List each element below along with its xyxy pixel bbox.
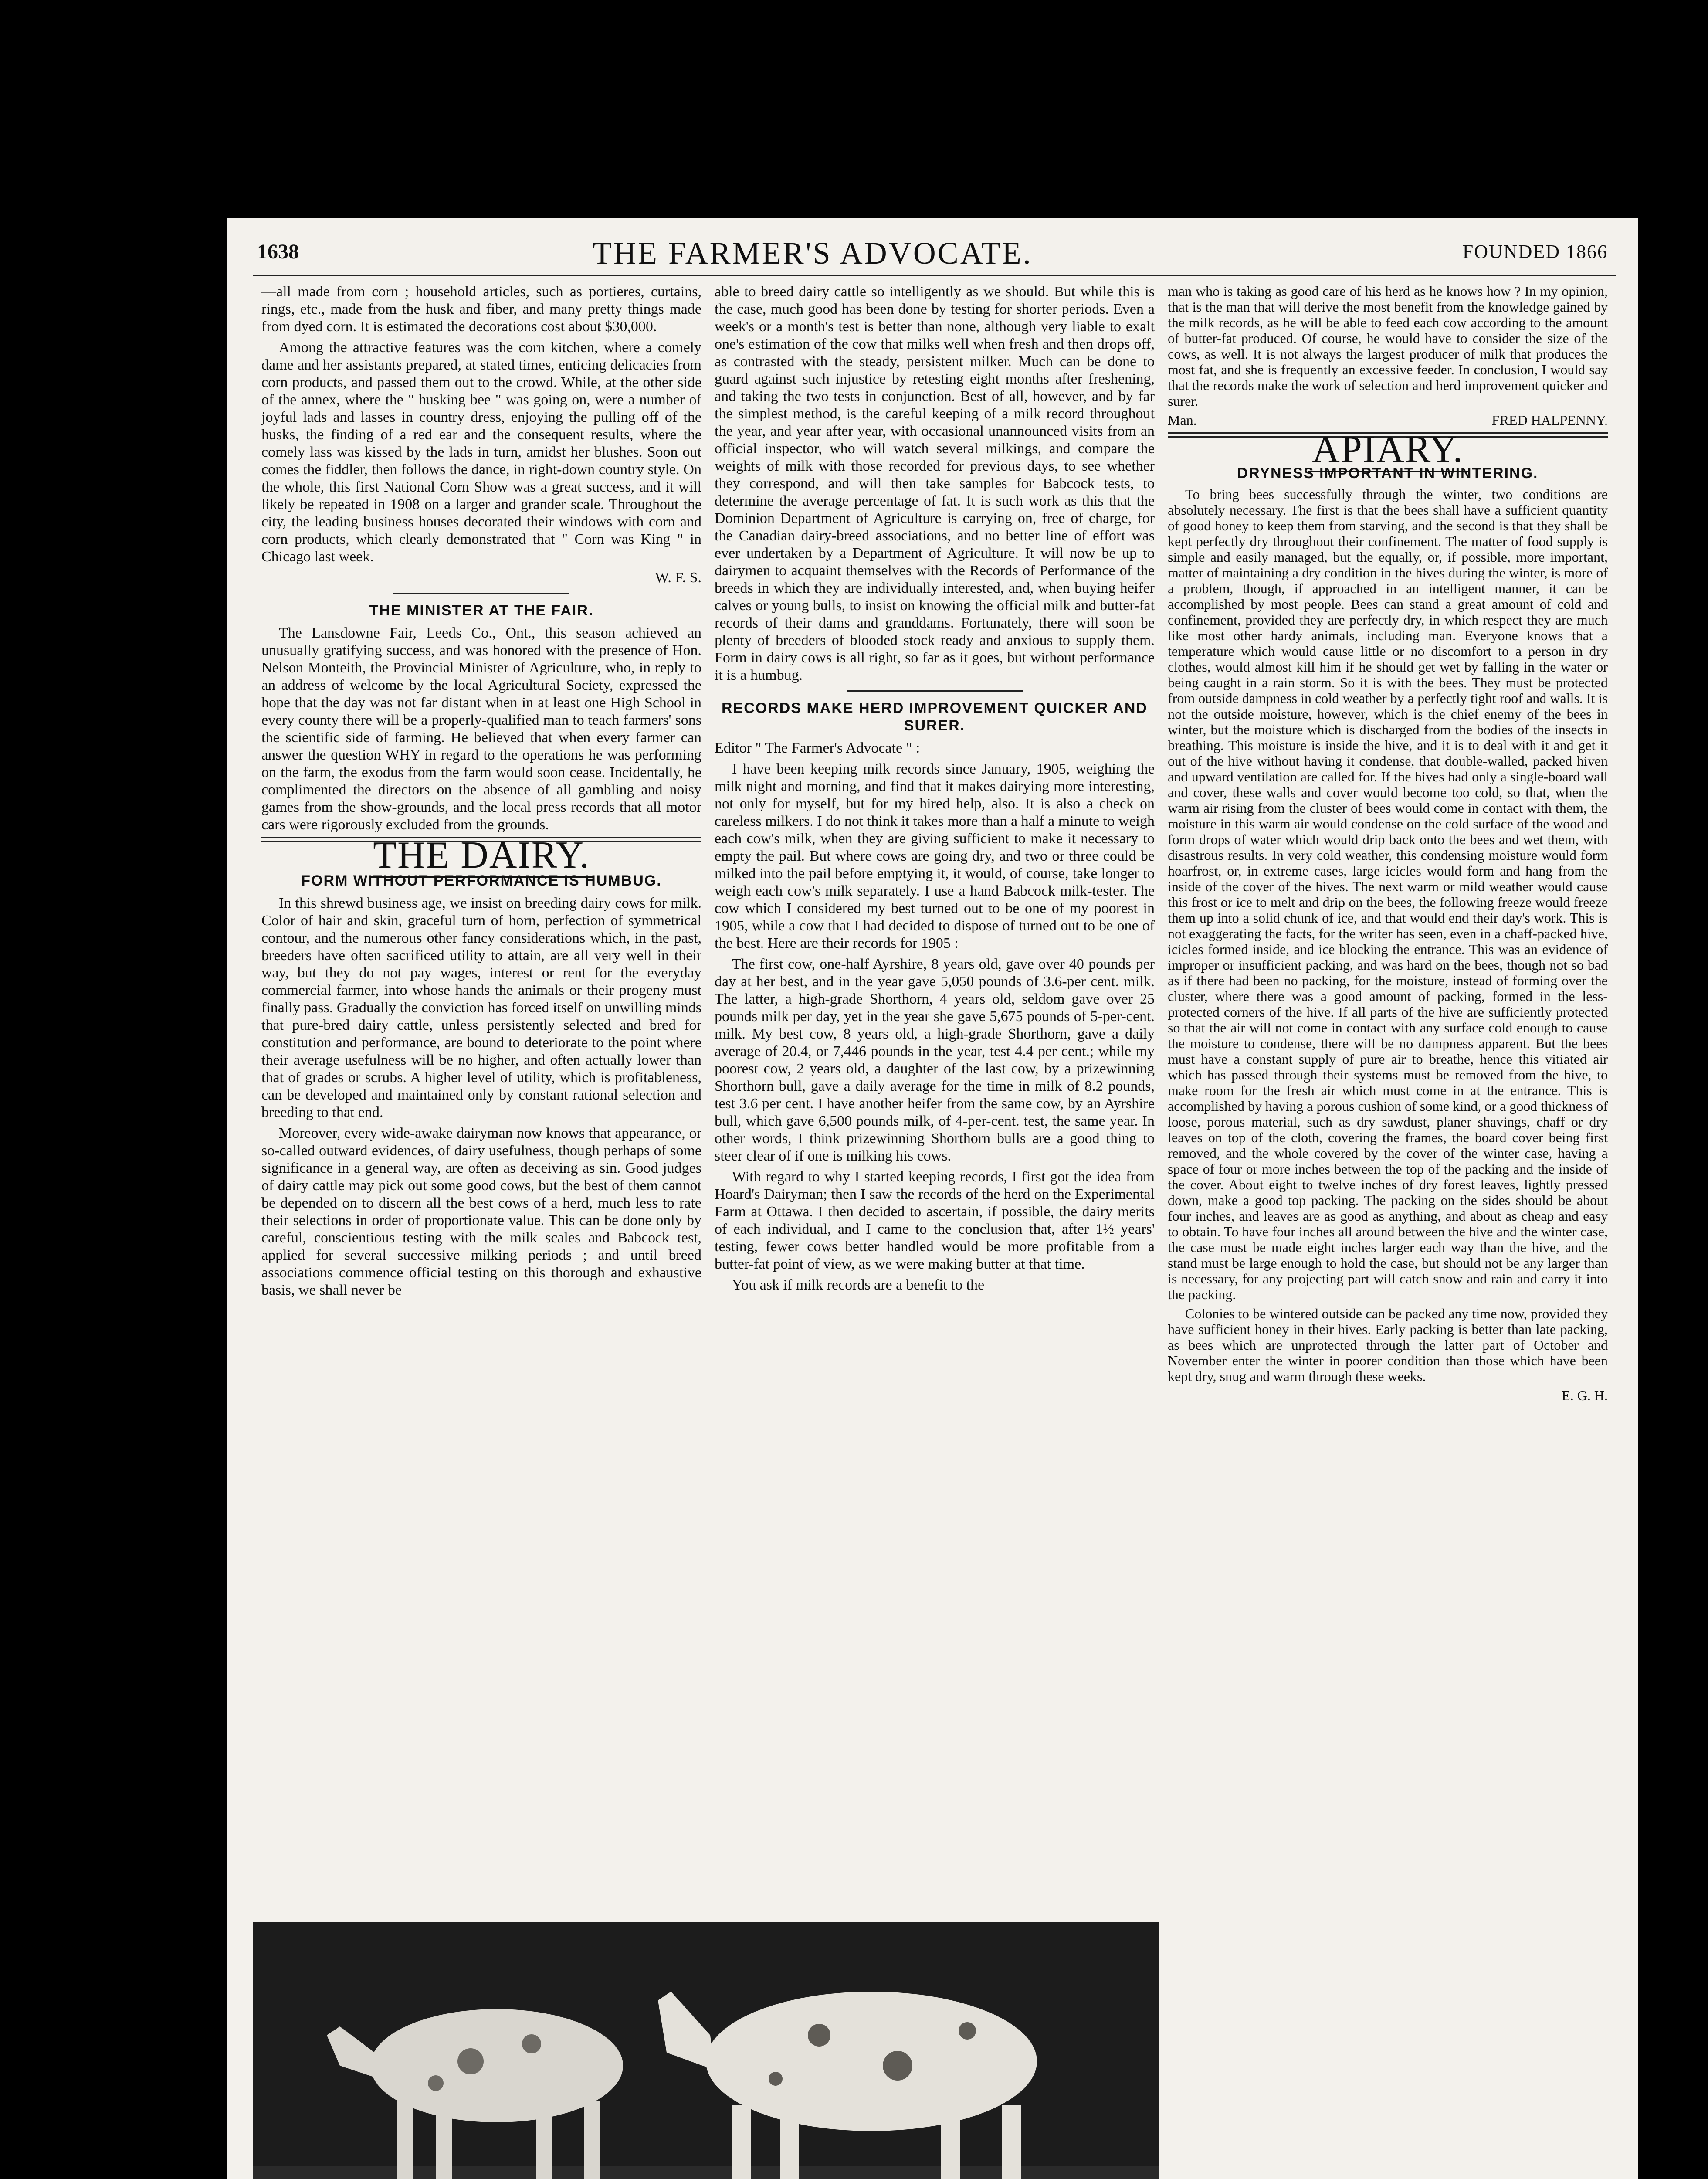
- page-content: [253, 235, 1616, 2179]
- records-paragraph-5: man who is taking as good care of his herd as he knows how ? In my opinion, that is the man that will derive the most benefit from the knowledge gained by the milk records, as he will be able to feed each cow according to the amount of butter-fat produced. Of course, he would have to consider the size of the cows, as well. It is not always the largest producer of milk that produces the most fat, and she is frequently an excessive feeder. In conclusion, I would say that the records make the work of selection and herd improvement quicker and surer.: [1168, 283, 1608, 409]
- editor-salutation: Editor " The Farmer's Advocate " :: [715, 740, 920, 756]
- records-signature: [1168, 412, 1608, 428]
- minister-paragraph: The Lansdowne Fair, Leeds Co., Ont., this season achieved an unusually gratifying success, and was honored with the presence of Hon. Nelson Monteith, the Provincial Minister of Agriculture, who, in reply to an address of welcome by the local Agricultural Society, expressed the hope that the day was not far distant when in at least one High School in every county there will be a properly-qualified man to teach farmers' sons the scientific side of farming. He believed that when every farmer can answer the question WHY in regard to the operations he was performing on the farm, the exodus from the farm would soon cease. Incidentally, he complimented the directors on the absence of all gambling and noisy games from the show-grounds, and the local press records that all motor cars were rigorously excluded from the grounds.: [261, 625, 702, 833]
- newspaper-page: [227, 218, 1638, 2179]
- column-2: [715, 283, 1155, 1297]
- apiary-paragraph-2: Colonies to be wintered outside can be packed any time now, provided they have sufficient honey in their hives. Early packing is better than late packing, as bees which are unprotected through the latter part of October and November enter the winter in poorer condition than those which have been kept dry, snug and warm through these weeks.: [1168, 1306, 1608, 1384]
- form-paragraph-1: In this shrewd business age, we insist on breeding dairy cows for milk. Color of hair and skin, graceful turn of horn, perfection of symmetrical contour, and the numerous other fancy considerations which, in the past, breeders have often sacrificed utility to attain, are all very well in their way, but they do not pay wages, interest or rent for the everyday commercial farmer, into whose hands the animals or their progeny must finally pass. Gradually the conviction has forced itself on unwilling minds that pure-bred dairy cattle, unless persistently selected and bred for constitution and performance, are bound to deteriorate to the point where their average usefulness will be no higher, and often actually lower than that of grades or scrubs. A higher level of utility, which is profitableness, can be developed and maintained only by constant rational selection and breeding to that end.: [261, 895, 702, 1120]
- dairy-department-title: THE DAIRY.: [369, 834, 594, 878]
- founded-line: FOUNDED 1866: [1462, 241, 1608, 262]
- corn-show-paragraph-2: Among the attractive features was the corn kitchen, where a comely dame and her assistants prepared, at stated times, enticing delicacies from corn products, and passed them out to the crowd. While, at the other side of the annex, where the " husking bee " was going on, were a number of joyful lads and lasses in country dress, enjoying the pulling off of the husks, the finding of a red ear and the consequent results, where the comely lass was kissed by the lads in turn, amidst her blushes. Soon out comes the fiddler, then follows the dance, in right-down country style. On the whole, this first National Corn Show was a great success, and it will likely be repeated in 1908 on a larger and grander scale. Throughout the city, the leading business houses decorated their windows with corn and corn products, which clearly demonstrated that " Corn was King " in Chicago last week.: [261, 339, 702, 565]
- form-humbug-heading: FORM WITHOUT PERFORMANCE IS HUMBUG.: [301, 872, 662, 889]
- records-heading: RECORDS MAKE HERD IMPROVEMENT QUICKER AND SURER.: [721, 700, 1148, 734]
- divider: [393, 593, 569, 594]
- records-paragraph-4: You ask if milk records are a benefit to the: [732, 1277, 985, 1293]
- minister-heading: THE MINISTER AT THE FAIR.: [369, 602, 594, 619]
- publication-title: THE FARMER'S ADVOCATE.: [593, 236, 1033, 271]
- corn-show-paragraph-1: —all made from corn ; household articles, such as portieres, curtains, rings, etc., made from the husk and fiber, and many pretty things made from dyed corn. It is estimated the decorations cost about $30,000.: [261, 284, 702, 335]
- apiary-department-title: APIARY.: [1308, 428, 1467, 472]
- divider: [847, 690, 1023, 692]
- apiary-signature: E. G. H.: [1562, 1388, 1608, 1403]
- corn-show-signature: W. F. S.: [655, 570, 702, 586]
- cattle-illustration: [253, 1922, 1159, 2179]
- records-paragraph-1: I have been keeping milk records since January, 1905, weighing the milk night and morning, and find that it makes dairying more interesting, not only for myself, but for my hired help, also. It is also a check on careless milkers. I do not think it takes more than a half a minute to weigh each cow's milk, when they are giving sufficient to make it necessary to empty the pail. But where cows are going dry, and two or three could be milked into the pail before emptying it, it would, of course, take longer to weigh each cow's milk separately. I use a hand Babcock milk-tester. The cow which I considered my best turned out to be one of my poorest in 1905, while a cow that I had decided to dispose of turned out to be one of the best. Here are their records for 1905 :: [715, 761, 1155, 951]
- cattle-photograph: [253, 1922, 1159, 2179]
- apiary-department-heading: [1168, 428, 1608, 471]
- signature-place: Man.: [1168, 412, 1197, 428]
- page-number: 1638: [257, 240, 299, 263]
- column-1: [261, 283, 702, 1303]
- dairy-department-heading: [261, 834, 702, 876]
- column-3: [1168, 283, 1608, 1408]
- signature-name: FRED HALPENNY.: [1491, 412, 1608, 428]
- form-paragraph-2: Moreover, every wide-awake dairyman now knows that appearance, or so-called outward evidences, of dairy usefulness, though perhaps of some significance in a general way, are often as deceiving as sin. Good judges of dairy cattle may pick out some good cows, but the best of them cannot be depended on to discern all the best cows of a herd, much less to rate their selections in order of proportionate value. This can be done only by careful, conscientious testing with the milk scales and Babcock test, applied for several successive milking periods ; and until breed associations commence official testing on this thorough and exhaustive basis, we shall never be: [261, 1125, 702, 1298]
- records-paragraph-3: With regard to why I started keeping records, I first got the idea from Hoard's Dairyman; then I saw the records of the herd on the Experimental Farm at Ottawa. I then decided to ascertain, if possible, the dairy merits of each individual, and I came to the conclusion that, after 1½ years' testing, fewer cows better handled would be more profitable from a butter-fat point of view, as we were making butter at that time.: [715, 1169, 1155, 1272]
- records-paragraph-2: The first cow, one-half Ayrshire, 8 years old, gave over 40 pounds per day at her best, and in the year gave 5,050 pounds of 3.6-per cent. milk. The latter, a high-grade Shorthorn, 4 years old, seldom gave over 25 pounds milk per day, yet in the year she gave 5,675 pounds of 5-per-cent. milk. My best cow, 8 years old, a high-grade Shorthorn, gave a daily average of 20.4, or 7,446 pounds in the year, test 4.4 per cent.; while my poorest cow, 2 years old, a daughter of the last cow, by a prizewinning Shorthorn bull, gave a daily average for the time in milk of 8.2 pounds, test 3.6 per cent. I have another heifer from the same cow, by an Ayrshire bull, which gave 6,500 pounds milk, of 4-per-cent. test, the same year. In other words, I think prizewinning Shorthorn bulls are a good thing to steer clear of if one is milking his cows.: [715, 956, 1155, 1164]
- form-paragraph-3: able to breed dairy cattle so intelligently as we should. But while this is the case, much good has been done by testing for shorter periods. Even a week's or a month's test is better than none, although very liable to exalt one's estimation of the cow that milks well when fresh and then drops off, as contrasted with the steady, persistent milker. Much can be done to guard against such injustice by retesting eight months after freshening, and taking the two tests in conjunction. Best of all, however, and by far the simplest method, is the careful keeping of a milk record throughout the year, and year after year, with occasional unannounced visits from an official inspector, who will watch several milkings, and compare the weights of milk with those recorded for previous days, to see whether they correspond, and will then take samples for Babcock tests, to determine the average percentage of fat. It is such work as this that the Dominion Department of Agriculture is carrying on, free of charge, for the Canadian dairy-breed associations, and no better line of effort was ever undertaken by a Department of Agriculture. It will now be up to dairymen to acquaint themselves with the Records of Performance of the breeds in which they are individually interested, and, when buying heifer calves or young bulls, to insist on knowing the official milk and butter-fat records of their dams and granddams. Fortunately, there will soon be plenty of breeders of blooded stock ready and anxious to supply them. Form in dairy cows is all right, so far as it goes, but without performance it is a humbug.: [715, 284, 1155, 683]
- apiary-paragraph-1: To bring bees successfully through the winter, two conditions are absolutely necessary. The first is that the bees shall have a sufficient quantity of good honey to keep them from starving, and the second is that they shall be kept perfectly dry throughout their confinement. The matter of food supply is simple and easily managed, but the equally, or, if possible, more important, matter of maintaining a dry condition in the hives during the winter, is more of a problem, though, if approached in an intelligent manner, it can be accomplished by most people. Bees can stand a great amount of cold and confinement, provided they are perfectly dry, in which respect they are much like most other hardy animals, including man. Everyone knows that a temperature which would cause little or no discomfort to a person in dry clothes, would almost kill him if he should get wet by falling in the water or being caught in a rain storm. So it is with the bees. They must be protected from outside dampness in cold weather by a perfectly tight roof and walls. It is not the outside moisture, however, which is the chief enemy of the bees in winter, but the moisture which is discharged from the bodies of the insects in breathing. This moisture is inside the hive, and it is to deal with it and get it out of the hive without having it condense, that double-walled, packed hiven and upward ventilation are called for. If the hives had only a single-board wall and cover, these walls and cover would become too cold, so that, when the warm air rising from the cluster of bees would come in contact with them, the moisture in this warm air would condense on the cold surface of the wood and form drops of water which would drip back onto the bees and wet them, with disastrous results. In very cold weather, this condensing moisture would form hoarfrost, or, in extreme cases, large icicles would form and hang from the inside of the cover of the hives. The next warm or mild weather would cause this frost or ice to melt and drip on the bees, the following freeze would freeze them up into a solid chunk of ice, and that would end their day's work. This is not exaggerating the facts, for the writer has seen, even in a chaff-packed hive, icicles formed inside, and ice blocking the entrance. This was an evidence of improper or insufficient packing, and was hard on the bees, though not so bad as if there had been no packing, for the moisture, instead of forming over the cluster, where there was a good amount of packing, formed in the less-protected corners of the hive. If all parts of the hive are sufficiently protected so that the air will not come in contact with any surface cold enough to cause the moisture to condense, there will be no dampness apparent. But the bees must have a constant supply of pure air to breathe, hence this vitiated air which has passed through their systems must be removed from the hive, to make room for the fresh air which must come in at the entrance. This is accomplished by having a porous cushion of some kind, or a good thickness of loose, porous material, such as dry sawdust, planer shavings, chaff or dry leaves on top of the cloth, covering the frames, the board cover being first removed, and the whole covered by the cover of the winter case, having a space of four or more inches between the top of the packing and the inside of the cover. About eight to twelve inches of dry forest leaves, lightly pressed down, make a good top packing. The packing on the sides should be about four inches, and leaves are as good as anything, and about as cheap and easy to obtain. To have four inches all around between the hive and the winter case, the case must be made eight inches larger each way than the hive, and the stand must be large enough to hold the case, but should not be any larger than is necessary, for any projecting part will catch snow and rain and carry it into the packing.: [1168, 486, 1608, 1302]
- dryness-heading: DRYNESS IMPORTANT IN WINTERING.: [1237, 465, 1539, 482]
- running-header: [253, 235, 1616, 276]
